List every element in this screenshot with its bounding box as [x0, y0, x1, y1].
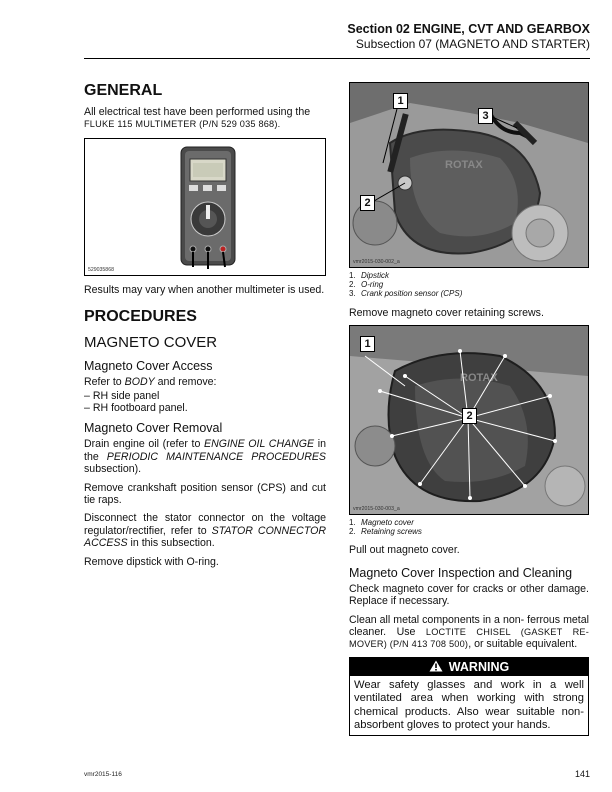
access-text-end: and remove:: [154, 376, 217, 389]
legend-number: 1.: [349, 271, 356, 280]
legend-item: [349, 527, 589, 536]
magneto-screws-figure: [349, 325, 589, 515]
legend-number: 2.: [349, 527, 356, 537]
header-rule: [84, 58, 590, 59]
inspection-paragraph-2: [349, 614, 589, 651]
right-column: [349, 82, 589, 736]
removal-paragraph-4: Remove dipstick with O-ring.: [84, 555, 219, 568]
results-paragraph: Results may vary when another multimeter is used.: [84, 283, 325, 296]
list-item: – RH side panel: [84, 390, 326, 402]
inspection-heading: Magneto Cover Inspection and Cleaning: [349, 565, 573, 580]
list-item: – RH footboard panel.: [84, 402, 326, 414]
legend-text: Magneto cover: [361, 518, 414, 528]
page-header: [170, 22, 590, 52]
warning-text: Wear safety glasses and work in a well ventilated area when working with strong chemical products. Also wear suitable non-absorbent gloves to protect your hands.: [354, 678, 584, 732]
magneto-dipstick-figure: [349, 82, 589, 268]
callout-1: 1: [360, 336, 375, 352]
remove-screws-paragraph: Remove magneto cover retaining screws.: [349, 306, 544, 319]
loctite-part-number: LOCTITE CHISEL (GASKET RE- MOVER) (P/N 413 708 500): [349, 627, 589, 650]
legend-item: [349, 289, 589, 298]
legend-number: 3.: [349, 289, 356, 299]
warning-box: [349, 657, 589, 737]
text: , or suitable equivalent.: [468, 638, 578, 651]
legend-item: [349, 271, 589, 280]
magneto-cover-heading: MAGNETO COVER: [84, 334, 218, 352]
text: in this subsection.: [127, 537, 215, 550]
access-heading: Magneto Cover Access: [84, 359, 213, 374]
figure-code: 529035868: [88, 266, 114, 273]
legend-text: O-ring: [361, 280, 384, 290]
warning-header: [350, 658, 588, 676]
stator-connector-link[interactable]: STATOR CONNECTOR ACCESS: [84, 524, 326, 550]
access-list: [84, 390, 326, 415]
figure-code: vmr2015-030-002_a: [353, 259, 400, 265]
callout-1: 1: [393, 93, 408, 109]
multimeter-figure: [84, 138, 326, 276]
figure-3-legend: [349, 518, 589, 536]
general-paragraph: [84, 106, 326, 131]
removal-paragraph-3: [84, 512, 326, 549]
text: in the: [84, 438, 326, 463]
access-text: Refer to: [84, 376, 125, 389]
procedures-heading: PROCEDURES: [84, 308, 197, 326]
engine-oil-change-link[interactable]: ENGINE OIL CHANGE: [204, 438, 315, 451]
legend-number: 2.: [349, 280, 356, 290]
engine-photo: [350, 83, 588, 267]
multimeter-part-number: FLUKE 115 MULTIMETER (P/N 529 035 868).: [84, 119, 281, 130]
callout-2: 2: [462, 408, 477, 424]
removal-heading: Magneto Cover Removal: [84, 421, 223, 436]
access-paragraph: [84, 376, 326, 388]
text: Drain engine oil (refer to: [84, 438, 205, 451]
warning-triangle-icon: [429, 658, 443, 676]
pull-out-paragraph: Pull out magneto cover.: [349, 544, 460, 557]
legend-text: Retaining screws: [361, 527, 422, 537]
subsection-title: Subsection 07 (MAGNETO AND STARTER): [355, 37, 590, 51]
figure-code: vmr2015-030-003_a: [353, 506, 400, 513]
text: Clean all metal components in a non- ferrous metal cleaner. Use: [349, 613, 589, 639]
callout-2: 2: [360, 195, 375, 211]
rotax-logo: ROTAX: [445, 159, 483, 171]
general-text: All electrical test have been performed using the: [84, 106, 311, 118]
multimeter-illustration: [85, 139, 325, 275]
removal-paragraph-2: Remove crankshaft position sensor (CPS) and cut tie raps.: [84, 481, 326, 507]
left-column: [84, 72, 326, 574]
warning-title: WARNING: [448, 659, 510, 674]
section-title: Section 02 ENGINE, CVT AND GEARBOX: [347, 22, 590, 36]
text: subsection).: [84, 463, 142, 476]
removal-paragraph-1: [84, 438, 326, 475]
legend-item: [349, 280, 589, 289]
text: Disconnect the stator connector on the voltage regulator/rectifier, refer to: [84, 512, 326, 537]
legend-text: Crank position sensor (CPS): [361, 289, 463, 299]
figure-2-legend: [349, 271, 589, 299]
callout-3: 3: [478, 108, 493, 124]
document-code: vmr2015-116: [84, 771, 122, 778]
body-reference-link[interactable]: BODY: [124, 376, 155, 389]
page-number: 141: [574, 769, 590, 779]
inspection-paragraph-1: Check magneto cover for cracks or other damage. Replace if necessary.: [349, 582, 589, 608]
periodic-maintenance-link[interactable]: PERIODIC MAINTENANCE PROCEDURES: [106, 450, 326, 463]
general-heading: GENERAL: [84, 82, 163, 99]
legend-text: Dipstick: [361, 271, 390, 280]
legend-number: 1.: [349, 518, 356, 528]
rotax-logo: ROTAX: [460, 372, 498, 385]
legend-item: [349, 518, 589, 527]
